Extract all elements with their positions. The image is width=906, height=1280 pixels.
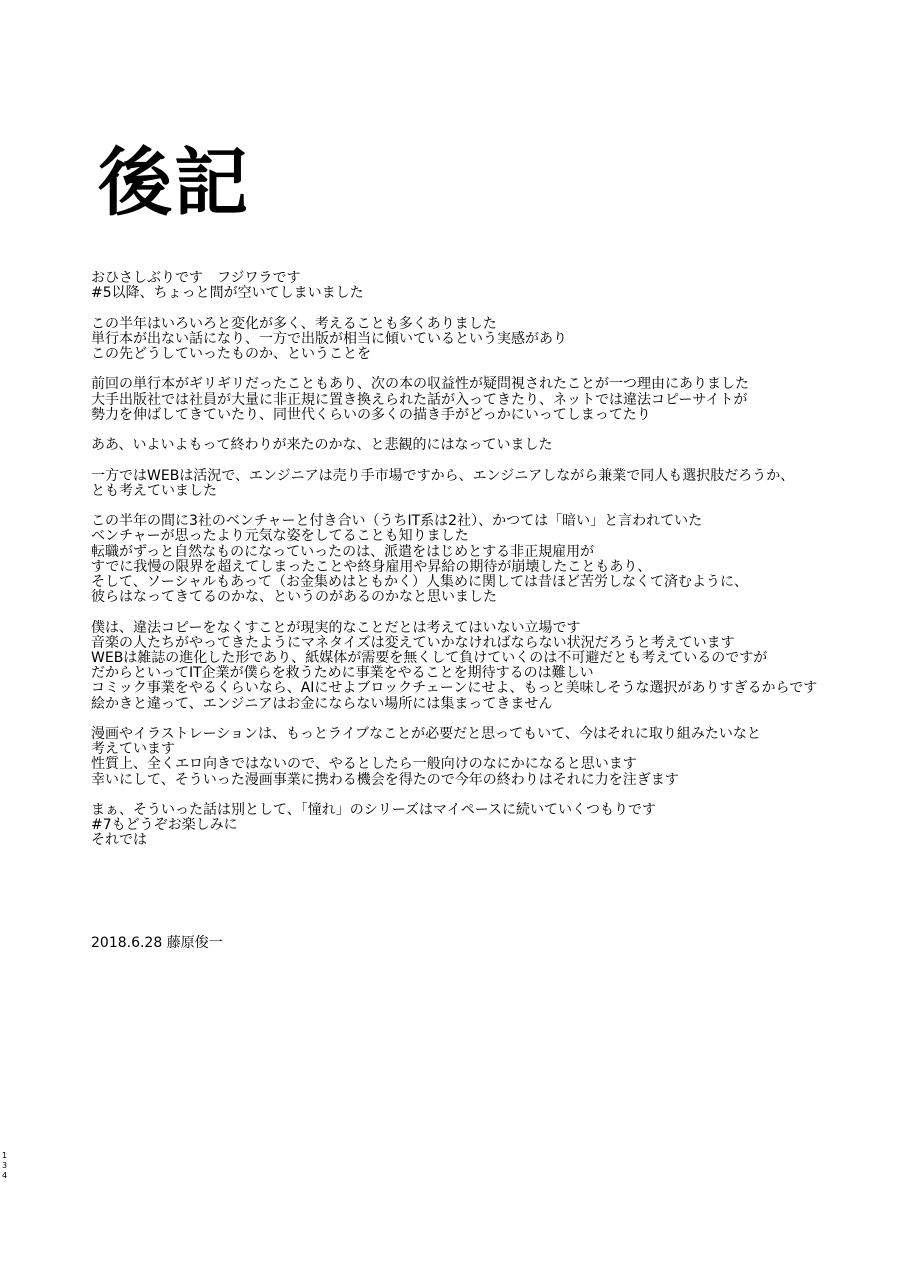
text-line: #7もどうぞお楽しみに	[91, 817, 238, 834]
text-line: この半年の間に3社のベンチャーと付き合い（うちIT系は2社）、かつては「暗い」と言われていた	[91, 513, 703, 530]
text-line: #5以降、ちょっと間が空いてしまいました	[91, 285, 364, 302]
paragraph	[91, 377, 881, 423]
text-line: コミック事業をやるくらいなら、AIにせよブロックチェーンにせよ、もっと美味しそうな選択がありすぎるからです	[91, 680, 818, 697]
text-line: この先どうしていったものか、ということを	[91, 346, 371, 362]
text-line: そして、ソーシャルもあって（お金集めはともかく）人集めに関しては昔ほど苦労しなくて済むように、	[91, 573, 749, 590]
text-line: 一方ではWEBは活況で、エンジニアは売り手市場ですから、エンジニアしながら兼業で同人も選択肢だろうか、	[91, 467, 795, 484]
paragraph	[91, 514, 881, 605]
page-number-digit: 1	[2, 1151, 8, 1160]
paragraph	[91, 271, 881, 301]
paragraph	[91, 469, 881, 499]
text-line: 性質上、全くエロ向きではないので、やるとしたら一般向けのなにかになると思います	[91, 756, 637, 773]
text-line: ベンチャーが思ったより元気な姿をしてることも知りました	[91, 528, 469, 545]
paragraph	[91, 438, 881, 453]
text-line: 考えています	[91, 741, 175, 758]
text-line: 前回の単行本がギリギリだったこともあり、次の本の収益性が疑問視されたことが一つ理由にありました	[91, 376, 749, 393]
text-line: 漫画やイラストレーションは、もっとライブなことが必要だと思ってもいて、今はそれに取り組みたいなと	[91, 725, 761, 742]
paragraph	[91, 727, 881, 788]
paragraph	[91, 803, 881, 849]
signature-date-author: 2018.6.28 藤原俊一	[91, 935, 223, 951]
text-line: 単行本が出ない話になり、一方で出版が相当に傾いているという実感があり	[91, 330, 567, 347]
paragraph	[91, 317, 881, 363]
text-line: ああ、いよいよもって終わりが来たのかな、と悲観的にはなっていました	[91, 437, 553, 454]
text-line: 絵かきと違って、エンジニアはお金にならない場所には集まってきません	[91, 695, 553, 712]
text-line: だからといってIT企業が僕らを救うために事業をやることを期待するのは難しい	[91, 665, 594, 682]
page-number-digit: 3	[2, 1161, 8, 1170]
text-line: 転職がずっと自然なものになっていったのは、派遣をはじめとする非正規雇用が	[91, 543, 595, 560]
page-number-digit: 4	[2, 1171, 8, 1180]
page-number	[2, 1151, 12, 1181]
afterword-body	[91, 271, 881, 864]
text-line: それでは	[91, 832, 147, 849]
text-line: すでに我慢の限界を超えてしまったことや終身雇用や昇給の期待が崩壊したこともあり、	[91, 558, 652, 575]
text-line: 僕は、違法コピーをなくすことが現実的なことだとは考えてはいない立場です	[91, 619, 581, 636]
text-line: 大手出版社では社員が大量に非正規に置き換えられた話が入ってきたり、ネットでは違法コピーサイトが	[91, 391, 748, 408]
text-line: まぁ、そういった話は別として、「憧れ」のシリーズはマイペースに続いていくつもりです	[91, 801, 657, 818]
text-line: 勢力を伸ばしてきていたり、同世代くらいの多くの描き手がどっかにいってしまってたり	[91, 406, 651, 423]
text-line: 幸いにして、そういった漫画事業に携わる機会を得たので今年の終わりはそれに力を注ぎます	[91, 771, 679, 788]
paragraph	[91, 621, 881, 712]
text-line: 彼らはなってきてるのかな、というのがあるのかなと思いました	[91, 589, 497, 606]
text-line: この半年はいろいろと変化が多く、考えることも多くありました	[91, 315, 497, 332]
text-line: とも考えていました	[91, 482, 217, 499]
text-line: おひさしぶりです フジワラです	[91, 270, 301, 286]
text-line: 音楽の人たちがやってきたようにマネタイズは変えていかなければならない状況だろうと考えています	[91, 634, 735, 651]
page-title: 後記	[98, 140, 250, 226]
text-line: WEBは雑誌の進化した形であり、紙媒体が需要を無くして負けていくのは不可避だとも考えているのですが	[91, 649, 768, 666]
